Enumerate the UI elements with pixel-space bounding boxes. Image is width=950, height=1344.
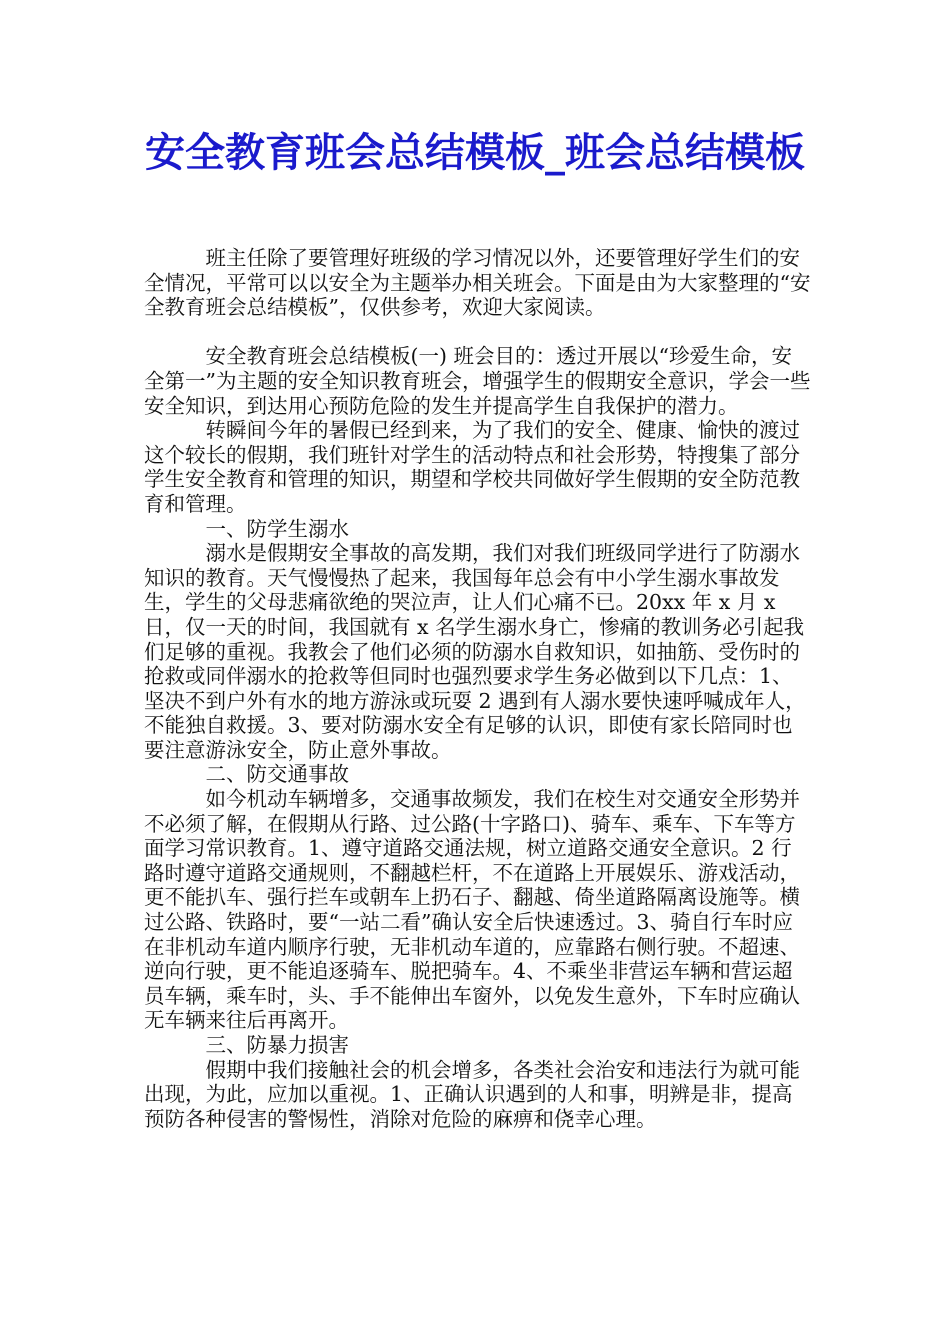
paragraph: 溺水是假期安全事故的高发期，我们对我们班级同学进行了防溺水知识的教育。天气慢慢热了起来，我国每年总会有中小学生溺水事故发生，学生的父母悲痛欲绝的哭泣声，让人们心痛不已。20xx 年 x 月 x 日，仅一天的时间，我国就有 x 名学生溺水身亡，惨痛的教训务必引起我们足够的重视。我教会了他们必须的防溺水自救知识，如抽筋、受伤时的抢救或同伴溺水的抢救等但同时也强烈要求学生务必做到以下几点：1、坚决不到户外有水的地方游泳或玩耍 2 遇到有人溺水要快速呼喊成年人，不能独自救援。3、要对防溺水安全有足够的认识，即使有家长陪同时也要注意游泳安全，防止意外事故。 [144, 541, 806, 762]
intro-paragraph: 班主任除了要管理好班级的学习情况以外，还要管理好学生们的安全情况，平常可以以安全为主题举办相关班会。下面是由为大家整理的“安全教育班会总结模板”，仅供参考，欢迎大家阅读。 [144, 246, 811, 320]
section-heading: 三、防暴力损害 [205, 1033, 349, 1057]
document-title: 安全教育班会总结模板_班会总结模板 [145, 129, 805, 176]
paragraph: 安全教育班会总结模板(一) 班会目的：透过开展以“珍爱生命，安全第一”为主题的安全知识教育班会，增强学生的假期安全意识，学会一些安全知识，到达用心预防危险的发生并提高学生自我保护的潜力。 [144, 344, 811, 418]
section-heading: 二、防交通事故 [205, 762, 349, 787]
paragraph: 转瞬间今年的暑假已经到来，为了我们的安全、健康、愉快的渡过这个较长的假期，我们班针对学生的活动特点和社会形势，特搜集了部分学生安全教育和管理的知识，期望和学校共同做好学生假期的安全防范教育和管理。 [144, 418, 800, 516]
paragraph: 假期中我们接触社会的机会增多，各类社会治安和违法行为就可能出现，为此，应加以重视。1、正确认识遇到的人和事，明辨是非，提高预防各种侵害的警惕性，消除对危险的麻痹和侥幸心理。 [144, 1057, 800, 1131]
section-heading: 一、防学生溺水 [205, 516, 349, 541]
paragraph: 如今机动车辆增多，交通事故频发，我们在校生对交通安全形势并不必须了解，在假期从行路、过公路(十字路口)、骑车、乘车、下车等方面学习常识教育。1、遵守道路交通法规，树立道路交通安全意识。2 行路时遵守道路交通规则，不翻越栏杆，不在道路上开展娱乐、游戏活动，更不能扒车、强行拦车或朝车上扔石子、翻越、倚坐道路隔离设施等。横过公路、铁路时，要“一站二看”确认安全后快速透过。3、骑自行车时应在非机动车道内顺序行驶，无非机动车道的，应靠路右侧行驶。不超速、逆向行驶，更不能追逐骑车、脱把骑车。4、不乘坐非营运车辆和营运超员车辆，乘车时，头、手不能伸出车窗外，以免发生意外，下车时应确认无车辆来往后再离开。 [144, 787, 800, 1033]
document-body [144, 246, 812, 1131]
